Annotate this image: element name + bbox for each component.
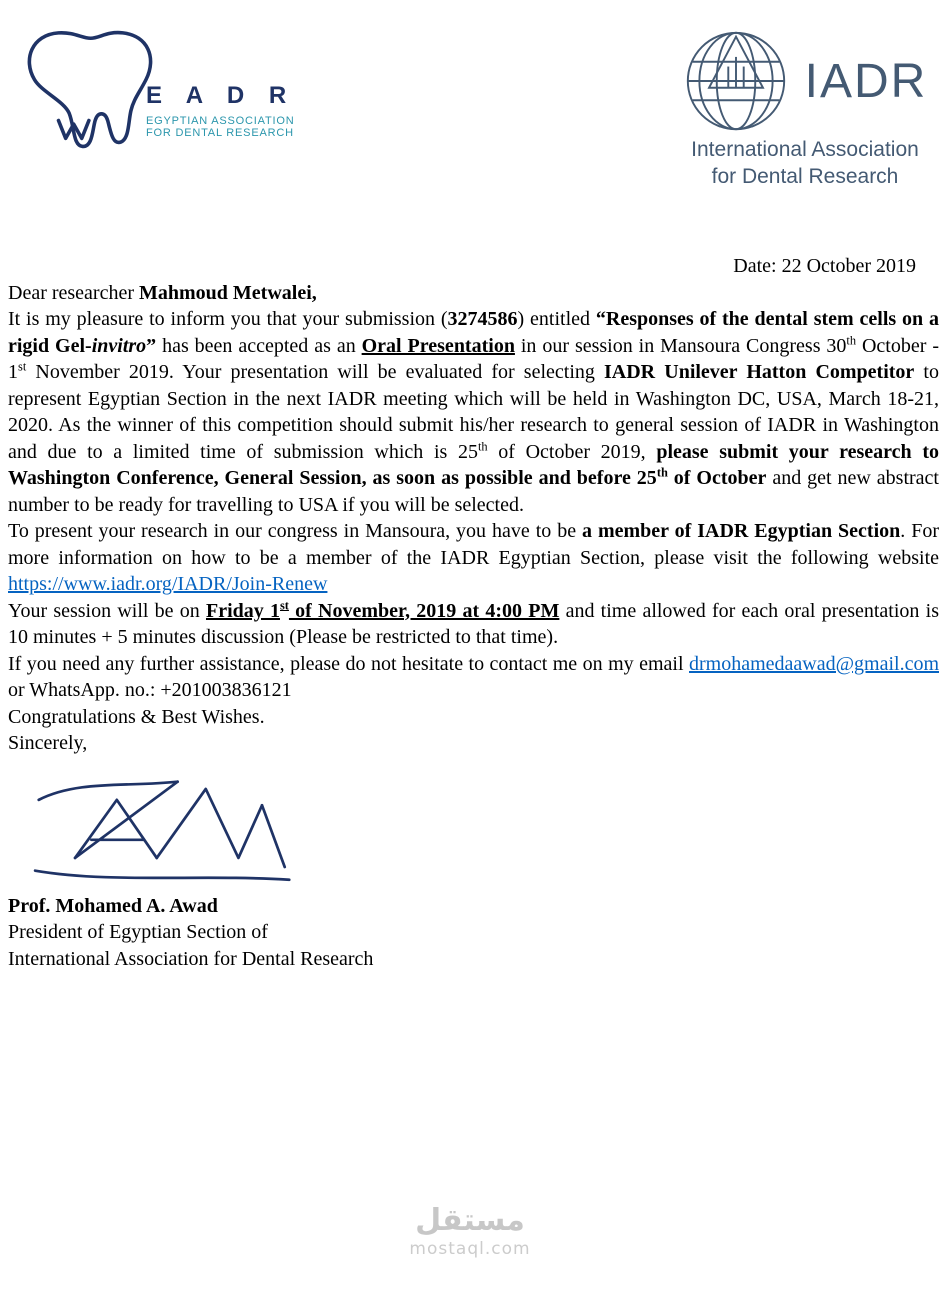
text-run: invitro	[91, 334, 147, 357]
text-run: th	[846, 332, 857, 347]
eadr-subtitle-line2: FOR DENTAL RESEARCH	[146, 127, 294, 139]
text-run: Oral Presentation	[361, 334, 515, 357]
paragraph-membership	[8, 518, 939, 598]
text-run: It is my pleasure to inform you that your submission (	[8, 308, 448, 330]
signatory-title-line2: International Association for Dental Research	[8, 947, 374, 970]
eadr-acronym: E A D R	[146, 82, 296, 109]
iadr-subtitle-line2: for Dental Research	[711, 165, 899, 188]
text-run: Dear researcher	[8, 281, 140, 304]
text-run: to represent Egyptian Section in the next IADR meeting which will be held in Washington DC, USA, March 18-21, 2020. As the winner of this competition should submit his/her research to general session of IADR in Washington and due to a limited time of submission which is 25	[8, 361, 939, 463]
signatory-name: Prof. Mohamed A. Awad	[8, 894, 218, 917]
text-run: of November, 2019 at 4:00 PM	[288, 599, 560, 622]
paragraph-contact	[8, 651, 939, 704]
text-run: and get new abstract number to be ready for travelling to USA if you will be selected.	[8, 467, 939, 516]
text-run: ) entitled	[517, 308, 596, 330]
text-run: st	[279, 597, 289, 612]
eadr-logo	[12, 20, 295, 162]
watermark	[320, 1203, 620, 1259]
text-run: please submit your research to Washington Conference, General Session, as soon as possible and before 25	[8, 440, 939, 489]
text-run: November 2019. Your presentation will be evaluated for selecting	[26, 361, 605, 383]
text-run: To present your research in our congress in Mansoura, you have to be	[8, 520, 583, 542]
watermark-site: mostaql.com	[409, 1239, 531, 1259]
iadr-logo	[679, 28, 931, 188]
watermark-arabic: مستقل	[415, 1203, 525, 1238]
closing-line: Sincerely,	[8, 732, 88, 754]
text-run: a member of IADR Egyptian Section	[582, 520, 901, 542]
text-run: Friday 1	[205, 599, 280, 622]
text-run: and time allowed for each oral presentation is 10 minutes + 5 minutes discussion (Please be restricted to that time).	[8, 599, 939, 648]
signature-block	[8, 893, 939, 973]
text-run: October - 1	[8, 334, 939, 383]
iadr-logo-top	[679, 28, 931, 134]
text-run: or WhatsApp. no.: +201003836121	[8, 679, 292, 701]
congratulations-line: Congratulations & Best Wishes.	[8, 705, 265, 728]
text-run: ”	[146, 334, 157, 357]
text-run: in our session in Mansoura Congress 30	[514, 334, 847, 357]
tooth-icon	[12, 20, 164, 162]
join-renew-link[interactable]: https://www.iadr.org/IADR/Join-Renew	[8, 573, 328, 595]
signature-image	[14, 769, 314, 887]
text-run: “Responses of the dental stem cells on a rigid Gel-	[8, 308, 939, 357]
text-run: has been accepted as an	[156, 334, 362, 357]
text-run: Your session will be on	[8, 599, 206, 622]
text-run: th	[477, 438, 488, 453]
salutation	[8, 280, 939, 307]
iadr-acronym: IADR	[804, 54, 928, 108]
signatory-title-line1: President of Egyptian Section of	[8, 921, 268, 943]
text-run: of October	[667, 467, 767, 489]
text-run: Mahmoud Metwalei,	[139, 281, 317, 304]
text-run: . For more information on how to be a member of the IADR Egyptian Section, please visit the following website	[8, 520, 939, 569]
globe-icon	[683, 28, 789, 134]
text-run: If you need any further assistance, please do not hesitate to contact me on my email	[8, 652, 689, 675]
iadr-subtitle-line1: International Association	[691, 138, 919, 161]
text-run: IADR Unilever Hatton Competitor	[604, 361, 915, 383]
paragraph-acceptance	[8, 306, 939, 518]
date-line: Date: 22 October 2019	[733, 255, 916, 277]
paragraph-session-time	[8, 598, 939, 651]
text-run: th	[656, 465, 668, 480]
text-run: 3274586	[447, 308, 518, 330]
eadr-logo-text	[146, 82, 295, 139]
eadr-subtitle-line1: EGYPTIAN ASSOCIATION	[146, 115, 295, 127]
text-run: of October 2019,	[487, 440, 657, 463]
text-run: st	[18, 359, 27, 374]
email-link[interactable]: drmohamedaawad@gmail.com	[689, 652, 939, 675]
